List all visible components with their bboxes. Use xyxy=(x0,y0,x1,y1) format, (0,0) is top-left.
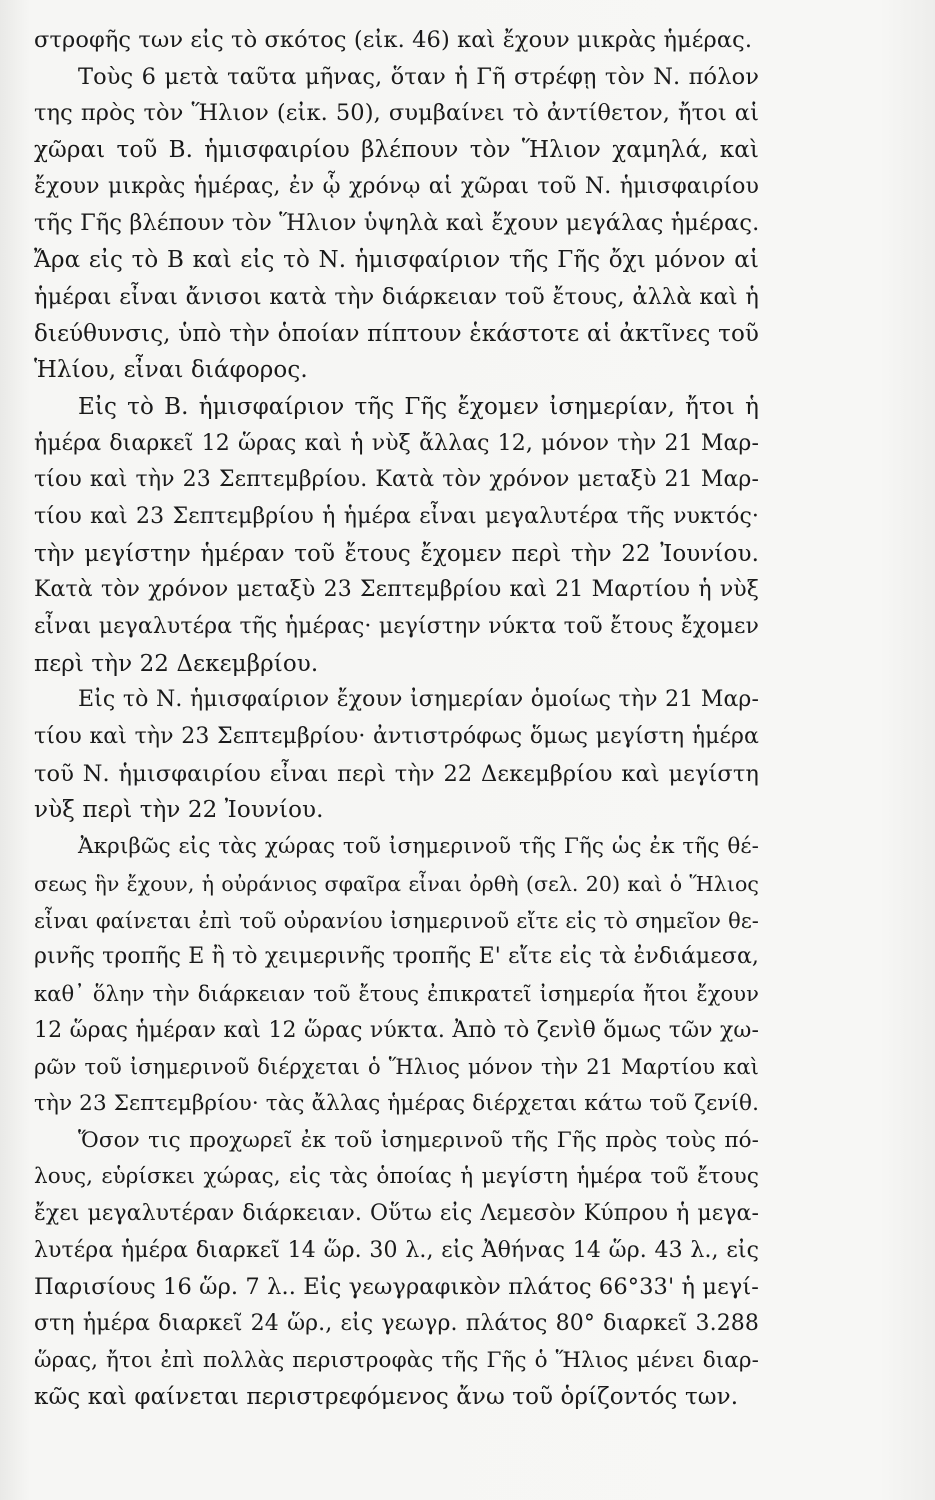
text-line: τῆς Γῆς βλέπουν τὸν Ἥλιον ὑψηλὰ καὶ ἔχουν μεγάλας ἡμέρας. xyxy=(34,210,760,237)
text-line: Ἄρα εἰς τὸ Β καὶ εἰς τὸ Ν. ἡμισφαίριον τῆς Γῆς ὄχι μόνον αἱ xyxy=(34,247,759,274)
text-line: Ἀκριβῶς εἰς τὰς χώρας τοῦ ἰσημερινοῦ τῆς Γῆς ὡς ἐκ τῆς θέ- xyxy=(78,834,759,860)
text-line: εἶναι φαίνεται ἐπὶ τοῦ οὐρανίου ἰσημερινοῦ εἴτε εἰς τὸ σημεῖον θε- xyxy=(34,908,759,933)
text-line: ρινῆς τροπῆς Ε ἢ τὸ χειμερινῆς τροπῆς Ε' εἴτε εἰς τὰ ἐνδιάμεσα, xyxy=(34,944,759,970)
text-line: εἶναι μεγαλυτέρα τῆς ἡμέρας· μεγίστην νύκτα τοῦ ἔτους ἔχομεν xyxy=(34,614,759,639)
text-line: Ἡλίου, εἶναι διάφορος. xyxy=(34,357,308,384)
text-line: ἡμέραι εἶναι ἄνισοι κατὰ τὴν διάρκειαν τοῦ ἔτους, ἀλλὰ καὶ ἡ xyxy=(34,283,759,310)
text-line: λους, εὑρίσκει χώρας, εἰς τὰς ὁποίας ἡ μεγίστη ἡμέρα τοῦ ἔτους xyxy=(34,1164,759,1190)
text-line: Κατὰ τὸν χρόνον μεταξὺ 23 Σεπτεμβρίου καὶ 21 Μαρτίου ἡ νὺξ xyxy=(34,577,759,603)
text-line: στροφῆς των εἰς τὸ σκότος (εἰκ. 46) καὶ ἔχουν μικρὰς ἡμέρας. xyxy=(34,27,753,53)
text-line: τὴν 23 Σεπτεμβρίου· τὰς ἄλλας ἡμέρας διέρχεται κάτω τοῦ ζενίθ. xyxy=(34,1090,759,1116)
text-line: καθ᾽ ὅλην τὴν διάρκειαν τοῦ ἔτους ἐπικρατεῖ ἰσημερία ἤτοι ἔχουν xyxy=(34,981,759,1006)
text-line: τὴν μεγίστην ἡμέραν τοῦ ἔτους ἔχομεν περὶ τὴν 22 Ἰουνίου. xyxy=(34,540,759,567)
text-line: κῶς καὶ φαίνεται περιστρεφόμενος ἄνω τοῦ ὁρίζοντός των. xyxy=(34,1384,739,1411)
text-line: 12 ὥρας ἡμέραν καὶ 12 ὥρας νύκτα. Ἀπὸ τὸ ζενὶθ ὅμως τῶν χω- xyxy=(34,1017,759,1043)
text-line: τίου καὶ 23 Σεπτεμβρίου ἡ ἡμέρα εἶναι μεγαλυτέρα τῆς νυκτός· xyxy=(34,503,759,529)
text-line: Εἰς τὸ Ν. ἡμισφαίριον ἔχουν ἰσημερίαν ὁμοίως τὴν 21 Μαρ- xyxy=(78,687,759,713)
text-line: στη ἡμέρα διαρκεῖ 24 ὥρ., εἰς γεωγρ. πλάτος 80° διαρκεῖ 3.288 xyxy=(34,1311,759,1337)
text-line: ἔχει μεγαλυτέραν διάρκειαν. Οὕτω εἰς Λεμεσὸν Κύπρου ἡ μεγα- xyxy=(34,1201,759,1226)
text-line: της πρὸς τὸν Ἥλιον (εἰκ. 50), συμβαίνει τὸ ἀντίθετον, ἤτοι αἱ xyxy=(34,100,759,127)
text-line: ὥρας, ἤτοι ἐπὶ πολλὰς περιστροφὰς τῆς Γῆς ὁ Ἥλιος μένει διαρ- xyxy=(34,1347,759,1373)
text-line: Ὅσον τις προχωρεῖ ἐκ τοῦ ἰσημερινοῦ τῆς Γῆς πρὸς τοὺς πό- xyxy=(78,1127,759,1153)
text-line: νὺξ περὶ τὴν 22 Ἰουνίου. xyxy=(34,797,324,824)
text-line: Τοὺς 6 μετὰ ταῦτα μῆνας, ὅταν ἡ Γῆ στρέφῃ τὸν Ν. πόλον xyxy=(78,63,759,90)
body-text xyxy=(34,22,759,1416)
text-line: διεύθυνσις, ὑπὸ τὴν ὁποίαν πίπτουν ἑκάστοτε αἱ ἀκτῖνες τοῦ xyxy=(34,320,759,347)
text-line: περὶ τὴν 22 Δεκεμβρίου. xyxy=(34,650,319,677)
text-line: τίου καὶ τὴν 23 Σεπτεμβρίου· ἀντιστρόφως ὅμως μεγίστη ἡμέρα xyxy=(34,724,759,750)
text-line: χῶραι τοῦ Β. ἡμισφαιρίου βλέπουν τὸν Ἥλιον χαμηλά, καὶ xyxy=(34,137,759,164)
text-line: τοῦ Ν. ἡμισφαιρίου εἶναι περὶ τὴν 22 Δεκεμβρίου καὶ μεγίστη xyxy=(34,760,759,787)
text-line: ρῶν τοῦ ἰσημερινοῦ διέρχεται ὁ Ἥλιος μόνον τὴν 21 Μαρτίου καὶ xyxy=(34,1055,759,1080)
text-line: σεως ἣν ἔχουν, ἡ οὐράνιος σφαῖρα εἶναι ὀρθὴ (σελ. 20) καὶ ὁ Ἥλιος xyxy=(34,871,759,896)
text-line: Παρισίους 16 ὥρ. 7 λ.. Εἰς γεωγραφικὸν πλάτος 66°33' ἡ μεγί- xyxy=(34,1274,759,1301)
text-line: Εἰς τὸ Β. ἡμισφαίριον τῆς Γῆς ἔχομεν ἰσημερίαν, ἤτοι ἡ xyxy=(78,393,759,420)
text-line: λυτέρα ἡμέρα διαρκεῖ 14 ὥρ. 30 λ., εἰς Ἀθήνας 14 ὥρ. 43 λ., εἰς xyxy=(34,1237,759,1263)
text-line: ἔχουν μικρὰς ἡμέρας, ἐν ᾧ χρόνῳ αἱ χῶραι τοῦ Ν. ἡμισφαιρίου xyxy=(34,173,759,199)
text-line: τίου καὶ τὴν 23 Σεπτεμβρίου. Κατὰ τὸν χρόνον μεταξὺ 21 Μαρ- xyxy=(34,467,759,493)
text-line: ἡμέρα διαρκεῖ 12 ὥρας καὶ ἡ νὺξ ἄλλας 12, μόνον τὴν 21 Μαρ- xyxy=(34,430,759,456)
